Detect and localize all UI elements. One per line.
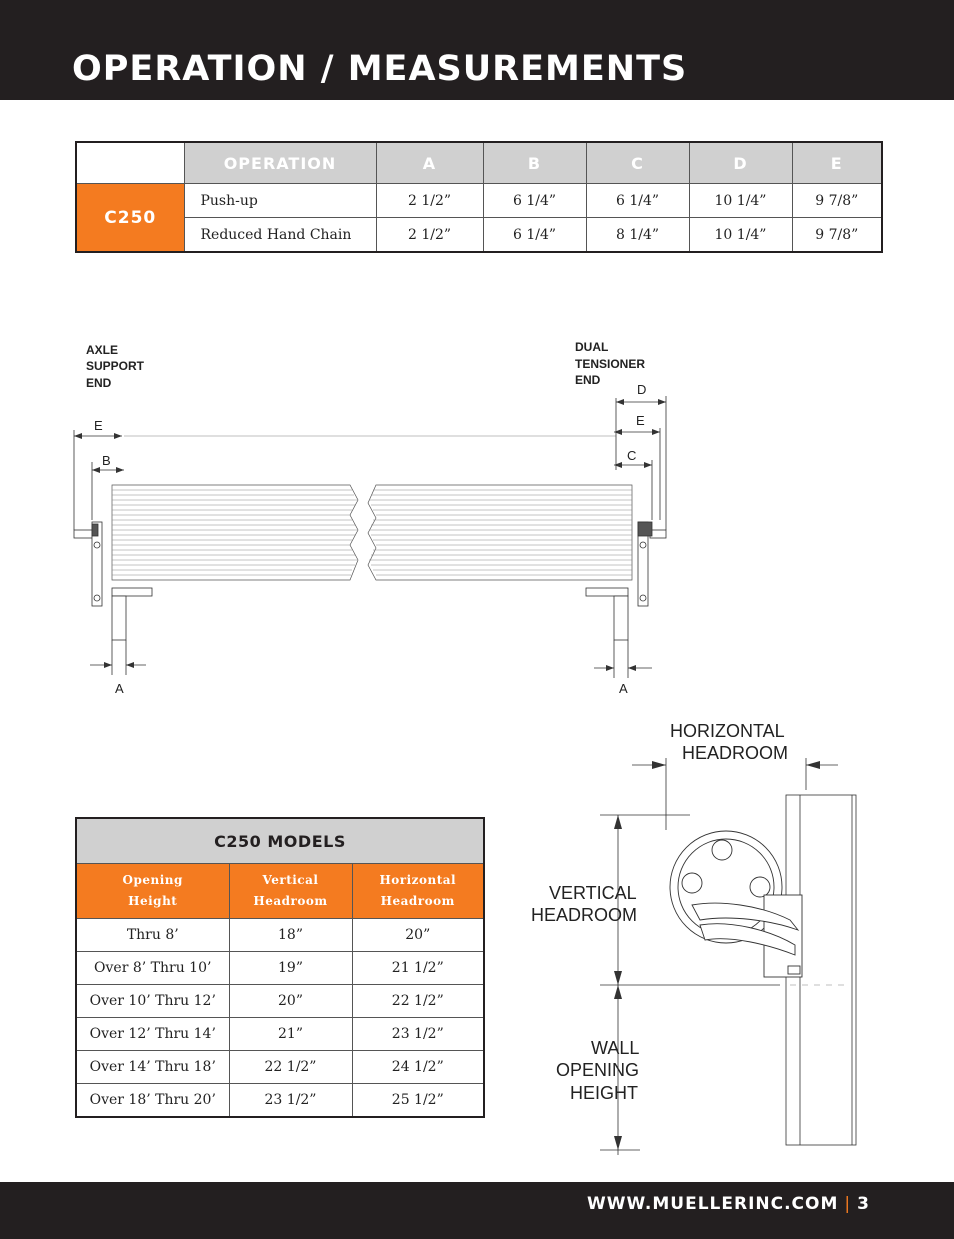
header-horizontal-headroom — [352, 864, 484, 919]
value-b: 6 1/4” — [483, 218, 586, 253]
footer-text — [587, 1194, 870, 1214]
table-row — [76, 1018, 484, 1051]
header-horizontal-line2: Headroom — [380, 894, 455, 908]
header-vertical-line2: Headroom — [253, 894, 328, 908]
header-blank-cell — [76, 142, 184, 184]
table-row — [76, 184, 882, 218]
opening-height-cell: Over 12’ Thru 14’ — [76, 1018, 229, 1051]
vertical-headroom-cell: 20” — [229, 985, 352, 1018]
header-opening-line1: Opening — [122, 873, 183, 887]
dim-label-e-right: E — [636, 413, 645, 428]
header-vertical-headroom — [229, 864, 352, 919]
value-c: 6 1/4” — [586, 184, 689, 218]
header-b: B — [483, 142, 586, 184]
horizontal-headroom-cell: 24 1/2” — [352, 1051, 484, 1084]
vertical-headroom-cell: 18” — [229, 919, 352, 952]
page-footer — [0, 1182, 954, 1239]
value-e: 9 7/8” — [792, 184, 882, 218]
value-d: 10 1/4” — [689, 184, 792, 218]
header-d: D — [689, 142, 792, 184]
table-row — [76, 919, 484, 952]
header-e: E — [792, 142, 882, 184]
dual-tensioner-label-2: TENSIONER — [575, 357, 646, 371]
axle-support-label-2: SUPPORT — [86, 359, 145, 373]
wall-opening-label-2: OPENING — [556, 1060, 640, 1080]
header-operation: OPERATION — [184, 142, 376, 184]
vertical-headroom-cell: 22 1/2” — [229, 1051, 352, 1084]
vertical-headroom-label-2: HEADROOM — [531, 905, 638, 925]
operation-table — [75, 141, 883, 253]
value-e: 9 7/8” — [792, 218, 882, 253]
value-b: 6 1/4” — [483, 184, 586, 218]
footer-separator: | — [844, 1194, 852, 1214]
dim-label-a-right: A — [619, 681, 628, 696]
table-row — [76, 985, 484, 1018]
dim-label-b: B — [102, 453, 111, 468]
horizontal-headroom-cell: 21 1/2” — [352, 952, 484, 985]
opening-height-cell: Thru 8’ — [76, 919, 229, 952]
vertical-headroom-cell: 19” — [229, 952, 352, 985]
header-horizontal-line1: Horizontal — [379, 873, 457, 887]
opening-height-cell: Over 14’ Thru 18’ — [76, 1051, 229, 1084]
table-row — [76, 952, 484, 985]
opening-height-cell: Over 18’ Thru 20’ — [76, 1084, 229, 1118]
horizontal-headroom-cell: 22 1/2” — [352, 985, 484, 1018]
horizontal-headroom-cell: 23 1/2” — [352, 1018, 484, 1051]
dim-label-d: D — [637, 382, 647, 397]
dim-label-e-left: E — [94, 418, 103, 433]
horizontal-headroom-label-2: HEADROOM — [682, 743, 789, 763]
model-cell: C250 — [76, 184, 184, 253]
vertical-headroom-cell: 23 1/2” — [229, 1084, 352, 1118]
wall-opening-label-3: HEIGHT — [570, 1083, 639, 1103]
axle-support-label-3: END — [86, 376, 112, 390]
wall-opening-label-1: WALL — [591, 1038, 640, 1058]
dim-label-c: C — [627, 448, 637, 463]
horizontal-headroom-label-1: HORIZONTAL — [670, 721, 785, 741]
header-c: C — [586, 142, 689, 184]
table-row — [76, 218, 882, 253]
operation-cell: Reduced Hand Chain — [184, 218, 376, 253]
models-table-header — [76, 864, 484, 919]
models-table — [75, 817, 485, 1118]
page-number: 3 — [857, 1194, 870, 1214]
page-header — [0, 0, 954, 100]
opening-height-cell: Over 10’ Thru 12’ — [76, 985, 229, 1018]
header-vertical-line1: Vertical — [262, 873, 319, 887]
table-row — [76, 1084, 484, 1118]
operation-cell: Push-up — [184, 184, 376, 218]
operation-table-header — [76, 142, 882, 184]
header-a: A — [376, 142, 483, 184]
value-a: 2 1/2” — [376, 184, 483, 218]
opening-height-cell: Over 8’ Thru 10’ — [76, 952, 229, 985]
dual-tensioner-label-3: END — [575, 373, 601, 387]
models-table-title: C250 MODELS — [76, 818, 484, 864]
value-c: 8 1/4” — [586, 218, 689, 253]
table-row — [76, 1051, 484, 1084]
website-link[interactable]: WWW.MUELLERINC.COM — [587, 1194, 839, 1214]
horizontal-headroom-cell: 25 1/2” — [352, 1084, 484, 1118]
value-d: 10 1/4” — [689, 218, 792, 253]
page-title: OPERATION / MEASUREMENTS — [72, 49, 688, 89]
dual-tensioner-label-1: DUAL — [575, 340, 609, 354]
header-opening-line2: Height — [128, 894, 178, 908]
vertical-headroom-cell: 21” — [229, 1018, 352, 1051]
value-a: 2 1/2” — [376, 218, 483, 253]
header-opening-height — [76, 864, 229, 919]
axle-support-label-1: AXLE — [86, 343, 119, 357]
dim-label-a-left: A — [115, 681, 124, 696]
horizontal-headroom-cell: 20” — [352, 919, 484, 952]
vertical-headroom-label-1: VERTICAL — [549, 883, 637, 903]
